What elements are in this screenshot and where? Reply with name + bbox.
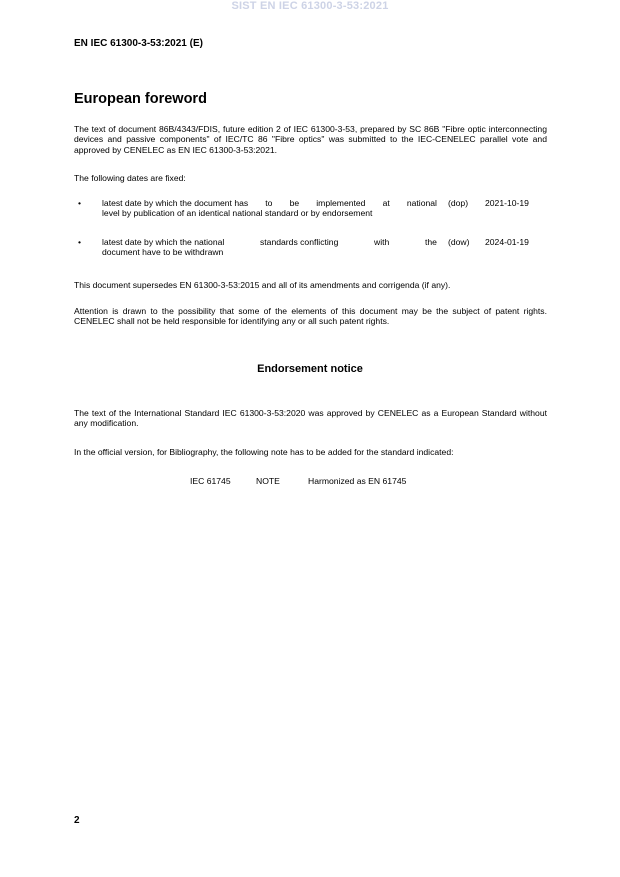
date-item-dop-text bbox=[102, 198, 437, 219]
document-identifier: EN IEC 61300-3-53:2021 (E) bbox=[74, 38, 203, 49]
word: latest date by which the document has bbox=[102, 198, 249, 208]
word: to bbox=[265, 198, 273, 208]
bullet-marker: • bbox=[78, 237, 82, 247]
endorsement-paragraph: The text of the International Standard IEC 61300-3-53:2020 was approved by CENELEC as a European Standard without any modification. bbox=[74, 408, 547, 429]
bullet-marker: • bbox=[78, 198, 82, 208]
foreword-heading: European foreword bbox=[74, 91, 207, 107]
attention-paragraph: Attention is drawn to the possibility that some of the elements of this document may be the subject of patent rights. CENELEC shall not be held responsible for identifying any or all such patent rights. bbox=[74, 306, 547, 327]
note-standard: IEC 61745 bbox=[190, 476, 231, 486]
note-text: Harmonized as EN 61745 bbox=[308, 476, 407, 486]
bibliography-intro: In the official version, for Bibliography, the following note has to be added for the standard indicated: bbox=[74, 447, 454, 457]
dates-intro: The following dates are fixed: bbox=[74, 173, 186, 183]
word: be bbox=[289, 198, 300, 208]
word: the bbox=[425, 237, 437, 247]
date-item-line bbox=[102, 198, 437, 208]
date-code-dow: (dow) bbox=[448, 237, 470, 247]
word: with bbox=[374, 237, 390, 247]
date-value-dop: 2021-10-19 bbox=[485, 198, 529, 208]
page-number: 2 bbox=[74, 815, 80, 826]
date-item-dow-text bbox=[102, 237, 437, 258]
supersedes-paragraph: This document supersedes EN 61300-3-53:2015 and all of its amendments and corrigenda (if any). bbox=[74, 280, 451, 290]
note-label: NOTE bbox=[256, 476, 280, 486]
word: standards conflicting bbox=[260, 237, 339, 247]
date-item-line: level by publication of an identical national standard or by endorsement bbox=[102, 208, 373, 219]
date-value-dow: 2024-01-19 bbox=[485, 237, 529, 247]
word: national bbox=[406, 198, 437, 208]
date-item-line bbox=[102, 237, 437, 247]
watermark: SIST EN IEC 61300-3-53:2021 bbox=[231, 0, 389, 12]
word: implemented bbox=[316, 198, 366, 208]
word: latest date by which the national bbox=[102, 237, 225, 247]
date-item-line: document have to be withdrawn bbox=[102, 247, 224, 258]
word: at bbox=[382, 198, 390, 208]
endorsement-heading: Endorsement notice bbox=[257, 363, 363, 375]
foreword-intro-paragraph: The text of document 86B/4343/FDIS, future edition 2 of IEC 61300-3-53, prepared by SC 86B "Fibre optic interconnecting devices and passive components" of IEC/TC 86 "Fibre optics" was submitted to the IEC-CENELEC parallel vote and approved by CENELEC as EN IEC 61300-3-53:2021. bbox=[74, 124, 547, 155]
date-code-dop: (dop) bbox=[448, 198, 469, 208]
